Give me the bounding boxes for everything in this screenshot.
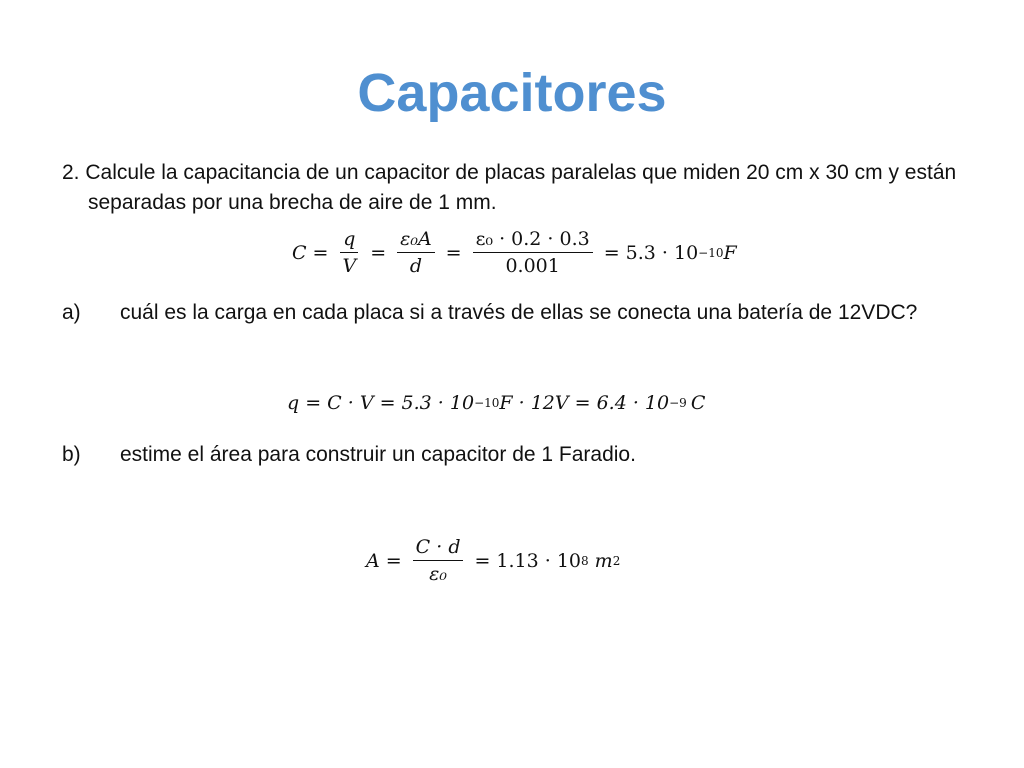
eq1-frac2-den: d xyxy=(409,255,422,277)
eq3-lhs: A xyxy=(366,549,380,572)
question-b-marker: b) xyxy=(62,443,81,466)
slide-title: Capacitores xyxy=(357,63,667,123)
eq1-fraction-3 xyxy=(473,228,593,277)
eq2-unit: C xyxy=(690,392,706,414)
eq1-frac1-num: q xyxy=(340,228,358,253)
eq2-expr: q = C · V = 5.3 · 10 xyxy=(287,392,475,414)
eq3-unit-exponent: 2 xyxy=(612,553,621,568)
eq3-frac-den: ε₀ xyxy=(429,563,447,585)
eq1-result: 5.3 · 10 xyxy=(625,241,699,264)
eq2-exponent-1: −10 xyxy=(474,396,500,410)
eq1-frac3-num: ε₀ · 0.2 · 0.3 xyxy=(473,228,593,253)
eq1-result-exponent: −10 xyxy=(698,245,724,260)
eq1-frac3-den: 0.001 xyxy=(505,255,560,277)
eq3-frac-num: C · d xyxy=(413,536,464,561)
capacitance-equation: C = $\frac{q}{V}$ = $\frac{\text{ε₀A}}{d}$ = $\frac{\text{ε₀ · 0.2 · 0.3}}{0.001}$ = 5.3 · 10 −10 F xyxy=(292,228,737,277)
question-b-text: estime el área para construir un capacitor de 1 Faradio. xyxy=(120,443,636,466)
eq3-unit: m xyxy=(594,549,613,572)
question-a-marker: a) xyxy=(62,301,81,324)
charge-equation xyxy=(287,392,705,414)
eq1-frac1-den: V xyxy=(342,255,357,277)
question-a-text: cuál es la carga en cada placa si a través de ellas se conecta una batería de 12VDC? xyxy=(120,301,918,324)
eq3-result: 1.13 · 10 xyxy=(496,549,582,572)
eq2-mid: F · 12V = 6.4 · 10 xyxy=(499,392,670,414)
eq3-fraction xyxy=(413,536,464,585)
eq2-exponent-2: −9 xyxy=(669,396,687,410)
eq1-fraction-1 xyxy=(339,228,359,277)
eq1-unit: F xyxy=(723,241,737,264)
area-equation: A = $\frac{C \cdot d}{\text{ε₀}}$ = 1.13 · 10 8 m 2 xyxy=(366,536,621,585)
problem-statement: 2. Calcule la capacitancia de un capacitor de placas paralelas que miden 20 cm x 30 cm y están separadas por una brecha de aire de 1 mm. xyxy=(62,161,957,214)
eq1-lhs: C xyxy=(292,241,307,264)
eq1-fraction-2 xyxy=(397,228,435,277)
eq3-result-exponent: 8 xyxy=(581,553,589,568)
eq1-frac2-num: ε₀A xyxy=(397,228,435,253)
